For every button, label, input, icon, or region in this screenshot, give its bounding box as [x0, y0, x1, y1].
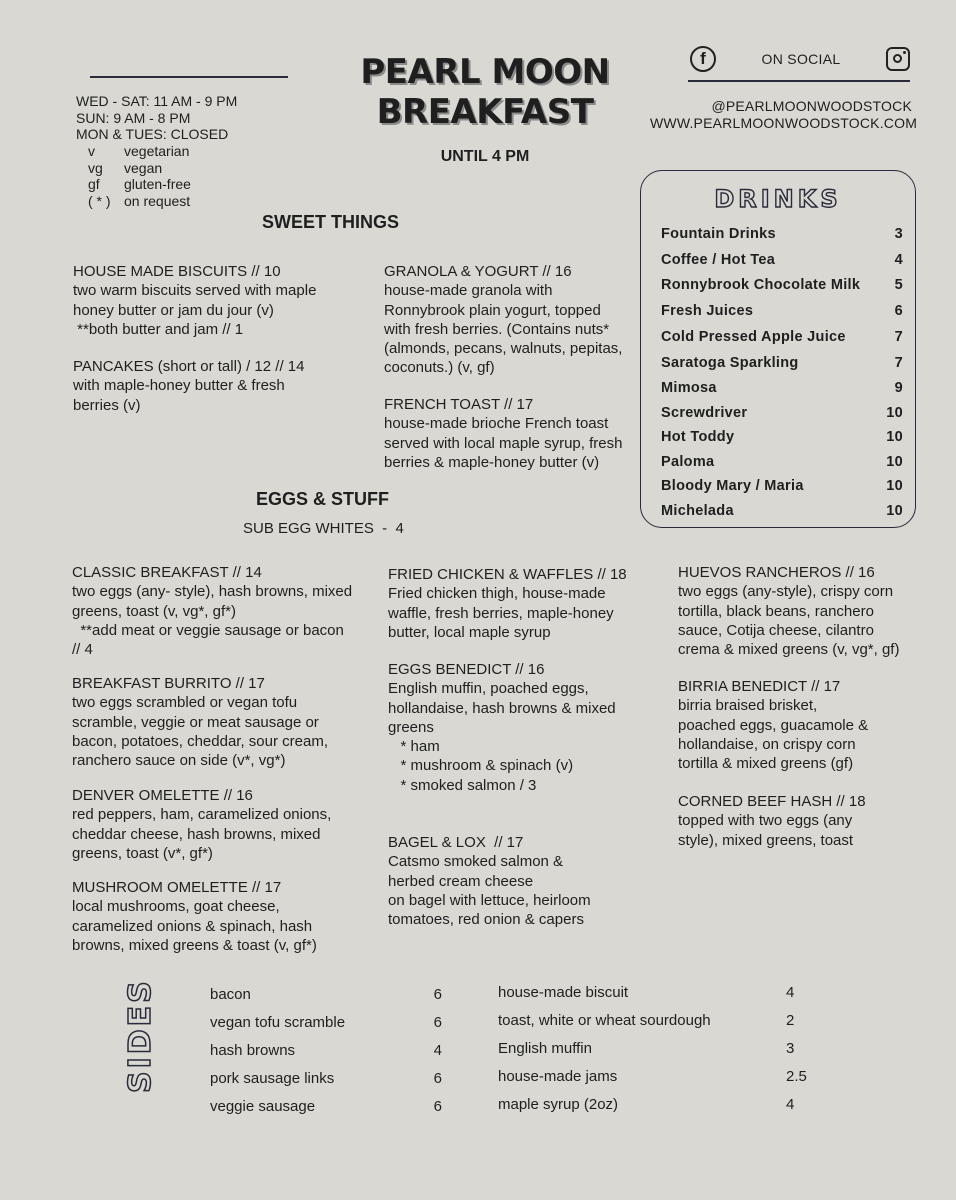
side-row: English muffin 3	[498, 1039, 795, 1057]
sides-list-right	[498, 979, 808, 1118]
drink-row: Fountain Drinks 3	[661, 225, 903, 242]
legend-row: vg vegan	[88, 159, 163, 176]
menu-item: BAGEL & LOX // 17 Catsmo smoked salmon & herbed cream cheese on bagel with lettuce, heirloom tomatoes, red onion & capers	[388, 834, 591, 929]
dietary-legend	[88, 143, 191, 209]
hours-block	[76, 93, 237, 143]
sub-egg-whites-note: SUB EGG WHITES - 4	[243, 520, 404, 537]
drink-row: Mimosa 9	[661, 380, 903, 397]
divider	[90, 76, 288, 78]
item-name: FRIED CHICKEN & WAFFLES // 18	[388, 566, 627, 583]
side-row: house-made jams 2.5	[498, 1067, 807, 1085]
drink-row: Coffee / Hot Tea 4	[661, 251, 903, 268]
menu-item: BREAKFAST BURRITO // 17 two eggs scrambled or vegan tofu scramble, veggie or meat sausage or bacon, potatoes, cheddar, sour cream, ranchero sauce on side (v*, vg*)	[72, 675, 328, 770]
hours-line: SUN: 9 AM - 8 PM	[76, 109, 191, 126]
legend-row: gf gluten-free	[88, 176, 191, 192]
social-contact	[650, 98, 918, 132]
section-heading-sweet: SWEET THINGS	[262, 212, 400, 232]
legend-row: v vegetarian	[88, 143, 190, 159]
side-row: toast, white or wheat sourdough 2	[498, 1012, 795, 1030]
side-row: hash browns 4	[210, 1041, 442, 1059]
drink-list	[661, 221, 903, 523]
item-name: EGGS BENEDICT // 16	[388, 661, 545, 678]
menu-item: MUSHROOM OMELETTE // 17 local mushrooms, goat cheese, caramelized onions & spinach, hash browns, mixed greens & toast (v, gf*)	[72, 879, 317, 954]
item-name: MUSHROOM OMELETTE // 17	[72, 879, 282, 896]
menu-item: HOUSE MADE BISCUITS // 10 two warm biscuits served with maple honey butter or jam du jour (v) **both butter and jam // 1	[73, 263, 317, 338]
side-row: vegan tofu scramble 6	[210, 1014, 442, 1032]
side-row: house-made biscuit 4	[498, 984, 795, 1002]
drink-row: Ronnybrook Chocolate Milk 5	[661, 277, 903, 294]
drink-row: Screwdriver 10	[661, 404, 903, 421]
menu-item: DENVER OMELETTE // 16 red peppers, ham, caramelized onions, cheddar cheese, hash browns, mixed greens, toast (v*, gf*)	[72, 787, 332, 862]
divider	[688, 80, 910, 82]
menu-item: FRENCH TOAST // 17 house-made brioche French toast served with local maple syrup, fresh berries & maple-honey butter (v)	[384, 396, 623, 471]
item-name: HUEVOS RANCHEROS // 16	[678, 564, 875, 581]
side-row: pork sausage links 6	[210, 1069, 442, 1087]
menu-item: CORNED BEEF HASH // 18 topped with two eggs (any style), mixed greens, toast	[678, 793, 866, 849]
menu-item: PANCAKES (short or tall) / 12 // 14 with maple-honey butter & fresh berries (v)	[73, 358, 305, 414]
drink-row: Fresh Juices 6	[661, 303, 903, 320]
item-name: DENVER OMELETTE // 16	[72, 787, 253, 804]
social-handle[interactable]: @PEARLMOONWOODSTOCK	[711, 98, 912, 114]
instagram-icon[interactable]	[886, 47, 910, 71]
drink-row: Bloody Mary / Maria 10	[661, 478, 903, 495]
menu-item: EGGS BENEDICT // 16 English muffin, poached eggs, hollandaise, hash browns & mixed greens * ham * mushroom & spinach (v) * smoked salmon / 3	[388, 661, 616, 794]
restaurant-title: PEARL MOON BREAKFAST	[360, 52, 610, 132]
menu-item: BIRRIA BENEDICT // 17 birria braised brisket, poached eggs, guacamole & hollandaise, on crispy corn tortilla & mixed greens (gf)	[678, 678, 869, 773]
serving-hours: UNTIL 4 PM	[440, 148, 530, 165]
sides-heading: SIDES	[123, 978, 158, 1093]
hours-line: WED - SAT: 11 AM - 9 PM	[76, 93, 238, 109]
item-name: BREAKFAST BURRITO // 17	[72, 675, 265, 692]
menu-item: HUEVOS RANCHEROS // 16 two eggs (any-style), crispy corn tortilla, black beans, ranchero sauce, Cotija cheese, cilantro crema & mixed greens (v, vg*, gf)	[678, 564, 900, 659]
item-name: PANCAKES (short or tall) / 12 // 14	[73, 358, 305, 375]
website-link[interactable]: WWW.PEARLMOONWOODSTOCK.COM	[650, 115, 918, 131]
item-name: HOUSE MADE BISCUITS // 10	[73, 263, 281, 280]
social-label: ON SOCIAL	[761, 51, 841, 67]
drinks-heading: DRINKS	[714, 185, 842, 213]
item-name: GRANOLA & YOGURT // 16	[384, 263, 572, 280]
item-name: BIRRIA BENEDICT // 17	[678, 678, 841, 695]
drink-row: Cold Pressed Apple Juice 7	[661, 329, 903, 346]
drinks-panel	[640, 170, 916, 528]
hours-line: MON & TUES: CLOSED	[76, 126, 229, 142]
social-block	[690, 44, 910, 74]
drink-row: Hot Toddy 10	[661, 429, 903, 446]
item-name: BAGEL & LOX // 17	[388, 834, 524, 851]
drink-row: Michelada 10	[661, 503, 903, 520]
sides-list-left	[210, 981, 442, 1120]
side-row: bacon 6	[210, 986, 442, 1004]
drink-row: Paloma 10	[661, 453, 903, 470]
side-row: maple syrup (2oz) 4	[498, 1095, 795, 1113]
facebook-icon[interactable]: f	[690, 46, 716, 72]
menu-item: FRIED CHICKEN & WAFFLES // 18 Fried chicken thigh, house-made waffle, fresh berries, maple-honey butter, local maple syrup	[388, 566, 627, 641]
item-name: CORNED BEEF HASH // 18	[678, 793, 866, 810]
menu-item: CLASSIC BREAKFAST // 14 two eggs (any- style), hash browns, mixed greens, toast (v, vg*, gf*) **add meat or veggie sausage or bacon // 4	[72, 564, 353, 659]
section-heading-eggs: EGGS & STUFF	[256, 489, 390, 509]
legend-row: ( * ) on request	[88, 192, 191, 209]
menu-item: GRANOLA & YOGURT // 16 house-made granola with Ronnybrook plain yogurt, topped with fresh berries. (Contains nuts* (almonds, pecans, walnuts, pepitas, coconuts.) (v, gf)	[384, 263, 623, 377]
drink-row: Saratoga Sparkling 7	[661, 354, 903, 371]
side-row: veggie sausage 6	[210, 1097, 442, 1115]
item-name: FRENCH TOAST // 17	[384, 396, 534, 413]
item-name: CLASSIC BREAKFAST // 14	[72, 564, 262, 581]
